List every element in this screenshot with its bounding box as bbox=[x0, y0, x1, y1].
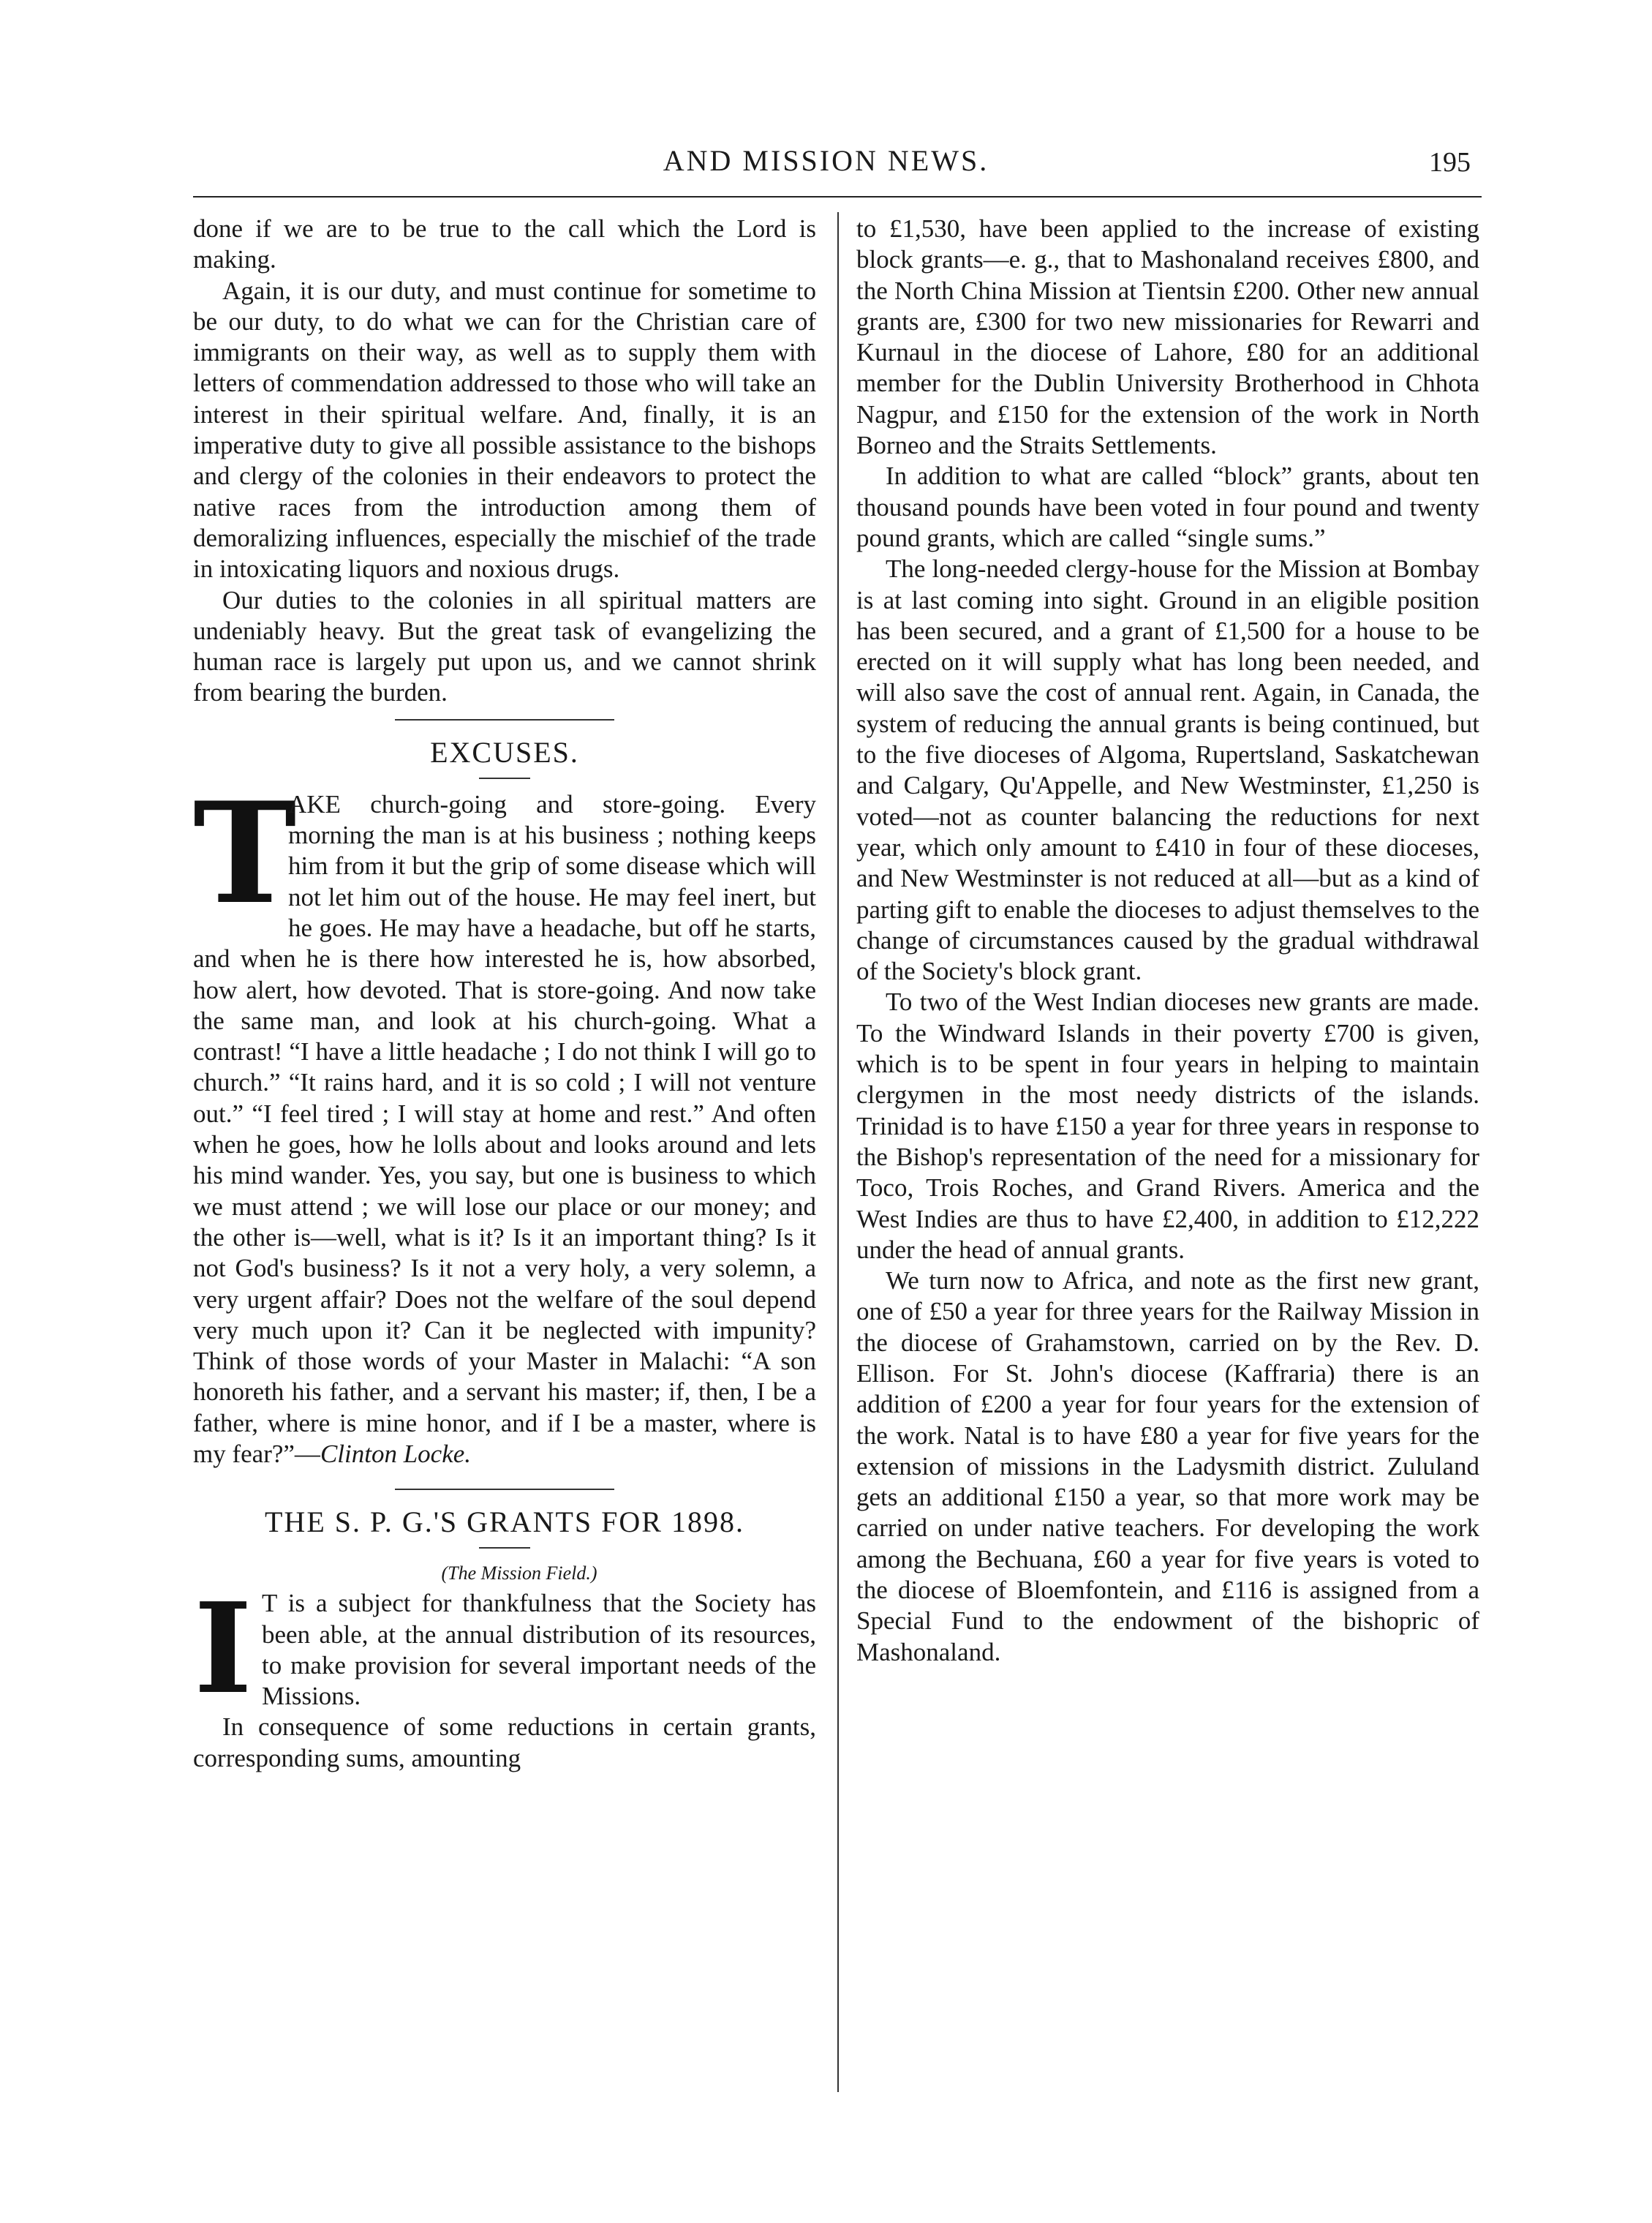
drop-cap: T bbox=[193, 771, 297, 935]
paragraph: done if we are to be true to the call which the Lord is making. bbox=[193, 214, 816, 274]
paragraph: to £1,530, have been applied to the increase of existing block grants—e. g., that to Mashonaland receives £800, and the North China Mission at Tientsin £200. Other new annual grants are, £300 for two new missionaries for Rewarri and Kurnaul in the diocese of Lahore, £80 for an additional member for the Dublin University Brotherhood in Chhota Nagpur, and £150 for the extension of the work in North Borneo and the Straits Settlements. bbox=[856, 214, 1479, 460]
left-column bbox=[193, 214, 816, 2115]
author-name: Clinton Locke. bbox=[320, 1439, 472, 1468]
drop-cap: I bbox=[194, 1576, 252, 1723]
section-title-grants: THE S. P. G.'S GRANTS FOR 1898. bbox=[265, 1505, 744, 1539]
right-column bbox=[856, 214, 1479, 2115]
excuses-body bbox=[193, 771, 816, 1470]
grants-text: T is a subject for thankfulness that the Society has been able, at the annual distribution of its resources, to make provision for several important needs of the Missions. bbox=[262, 1589, 816, 1711]
title-underline bbox=[479, 778, 530, 779]
running-title: AND MISSION NEWS. bbox=[663, 144, 989, 177]
paragraph: In addition to what are called “block” grants, about ten thousand pounds have been voted in four pound and twenty pound grants, which are called “single sums.” bbox=[856, 462, 1479, 552]
paragraph: The long-needed clergy-house for the Mission at Bombay is at last coming into sight. Ground in an eligible position has been secured, and a grant of £1,500 for a house to be erected on it will supply what has long been needed, and will also save the cost of annual rent. Again, in Canada, the system of reducing the annual grants is being continued, but to the five dioceses of Algoma, Rupertsland, Saskatchewan and Calgary, Qu'Appelle, and New Westminster, £1,250 is voted—not as counter balancing the reductions for next year, which only amount to £410 in four of these dioceses, and New Westminster is not reduced at all—but as a kind of parting gift to enable the dioceses to adjust themselves to the change of circumstances caused by the gradual withdrawal of the Society's block grant. bbox=[856, 554, 1479, 986]
grants-body bbox=[193, 1576, 816, 1723]
running-head bbox=[0, 143, 1652, 187]
paragraph: Our duties to the colonies in all spiritual matters are undeniably heavy. But the great task of evangelizing the human race is largely put upon us, and we cannot shrink from bearing the burden. bbox=[193, 585, 816, 707]
paragraph: To two of the West Indian dioceses new grants are made. To the Windward Islands in their poverty £700 is given, which is to be spent in four years in helping to maintain clergymen in the most needy districts of the islands. Trinidad is to have £150 a year for three years in response to the Bishop's representation of the need for a missionary for Toco, Trois Roches, and Grand Rivers. America and the West Indies are thus to have £2,400, in addition to £12,222 under the head of annual grants. bbox=[856, 988, 1479, 1264]
source-note: (The Mission Field.) bbox=[441, 1562, 597, 1584]
section-title-excuses: EXCUSES. bbox=[430, 735, 579, 769]
header-rule bbox=[193, 196, 1482, 198]
paragraph: We turn now to Africa, and note as the first new grant, one of £50 a year for three years for the Railway Mission in the diocese of Grahamstown, carried on by the Rev. D. Ellison. For St. John's diocese (Kaffraria) there is an addition of £200 a year for four years for the extension of the work. Natal is to have £80 a year for five years for the extension of missions in the Ladysmith district. Zululand gets an additional £150 a year, so that more work may be carried on under native teachers. For developing the work among the Bechuana, £60 a year for five years is voted to the diocese of Bloemfontein, and £116 is assigned from a Special Fund to the endowment of the bishopric of Mashonaland. bbox=[856, 1266, 1479, 1666]
page-number: 195 bbox=[1429, 147, 1471, 178]
title-underline bbox=[479, 1547, 530, 1549]
paragraph: In consequence of some reductions in certain grants, corresponding sums, amounting bbox=[193, 1712, 816, 1772]
column-divider bbox=[837, 212, 839, 2092]
excuses-text: AKE church-going and store-going. Every morning the man is at his business ; nothing keeps him from it but the grip of some disease which will not let him out of the house. He may feel inert, but he goes. He may have a headache, but off he starts, and when he is there how interested he is, how absorbed, how alert, how devoted. That is store-going. And now take the same man, and look at his church-going. What a contrast! “I have a little headache ; I do not think I will go to church.” “It rains hard, and it is so cold ; I will not venture out.” “I feel tired ; I will stay at home and rest.” And often when he goes, how he lolls about and looks around and lets his mind wander. Yes, you say, but one is business to which we must attend ; we will lose our place or our money; and the other is—well, what is it? Is it an important thing? Is it not God's business? Is it not a very holy, a very solemn, a very urgent affair? Does not the welfare of the soul depend very much upon it? Can it be neglected with impunity? Think of those words of your Master in Malachi: “A son honoreth his father, and a servant his master; if, then, I be a father, where is mine honor, and if I be a master, where is my fear?”— bbox=[193, 789, 816, 1468]
section-divider bbox=[395, 719, 614, 721]
paragraph: Again, it is our duty, and must continue for sometime to be our duty, to do what we can for the Christian care of immigrants on their way, as well as to supply them with letters of commendation addressed to those who will take an interest in their spiritual welfare. And, finally, it is an imperative duty to give all possible assistance to the bishops and clergy of the colonies in their endeavors to protect the native races from the introduction among them of demoralizing influences, especially the mischief of the trade in intoxicating liquors and noxious drugs. bbox=[193, 276, 816, 584]
section-divider bbox=[395, 1489, 614, 1490]
